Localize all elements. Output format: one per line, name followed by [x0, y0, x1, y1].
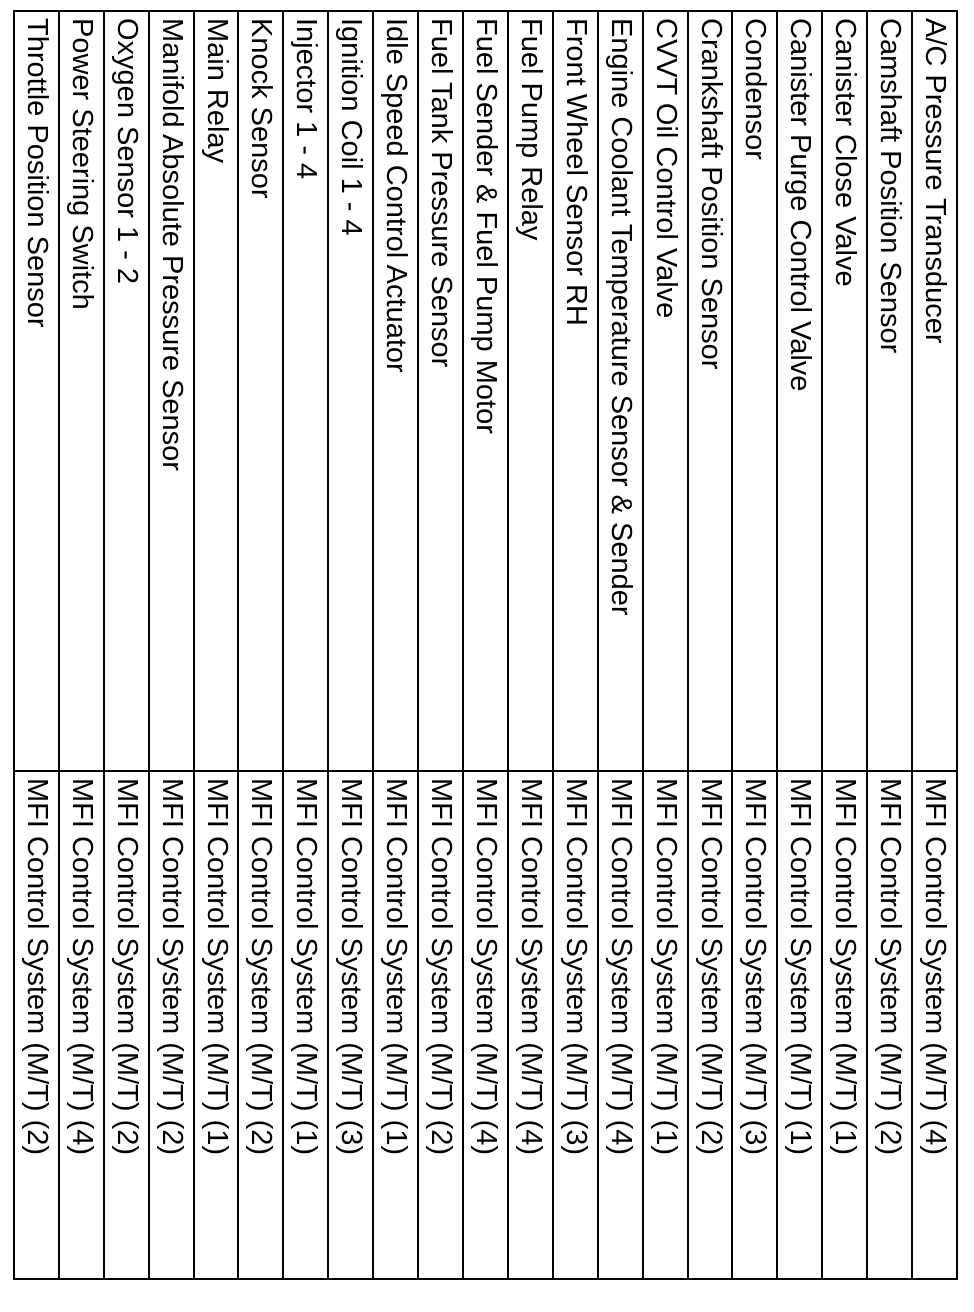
component-name-cell: Manifold Absolute Pressure Sensor: [150, 12, 193, 772]
table-row: [642, 12, 687, 1278]
component-name-cell: Camshaft Position Sensor: [868, 12, 911, 772]
component-name-cell: Throttle Position Sensor: [15, 12, 58, 772]
component-name-cell: Ignition Coil 1 - 4: [329, 12, 372, 772]
system-reference-cell: MFI Control System (M/T) (1): [649, 778, 682, 1156]
table-row: [731, 12, 776, 1278]
table-row: [193, 12, 238, 1278]
page: [13, 10, 958, 1280]
component-index-table: [13, 10, 958, 1280]
component-name-cell: Power Steering Switch: [60, 12, 103, 772]
table-row: [282, 12, 327, 1278]
system-reference-cell: MFI Control System (M/T) (2): [425, 778, 458, 1156]
component-name-cell: Canister Purge Control Valve: [778, 12, 821, 772]
component-name-cell: Fuel Sender & Fuel Pump Motor: [464, 12, 507, 772]
system-reference-cell: MFI Control System (M/T) (4): [65, 778, 98, 1156]
component-name-cell: Condensor: [733, 12, 776, 772]
system-reference-cell: MFI Control System (M/T) (4): [514, 778, 547, 1156]
system-reference-cell: MFI Control System (M/T) (3): [559, 778, 592, 1156]
system-reference-cell: MFI Control System (M/T) (2): [874, 778, 907, 1156]
table-row: [15, 12, 58, 1278]
table-row: [507, 12, 552, 1278]
component-name-cell: Injector 1 - 4: [284, 12, 327, 772]
table-row: [552, 12, 597, 1278]
table-row: [911, 12, 956, 1278]
system-reference-cell: MFI Control System (M/T) (4): [919, 778, 952, 1156]
system-reference-cell: MFI Control System (M/T) (1): [290, 778, 323, 1156]
table-row: [58, 12, 103, 1278]
system-reference-cell: MFI Control System (M/T) (2): [20, 778, 53, 1156]
system-reference-cell: MFI Control System (M/T) (2): [155, 778, 188, 1156]
system-reference-cell: MFI Control System (M/T) (1): [200, 778, 233, 1156]
table-row: [866, 12, 911, 1278]
system-reference-cell: MFI Control System (M/T) (2): [245, 778, 278, 1156]
component-name-cell: Front Wheel Sensor RH: [554, 12, 597, 772]
table-row: [238, 12, 283, 1278]
component-name-cell: Idle Speed Control Actuator: [374, 12, 417, 772]
component-name-cell: Knock Sensor: [240, 12, 283, 772]
system-reference-cell: MFI Control System (M/T) (3): [739, 778, 772, 1156]
component-name-cell: Fuel Pump Relay: [509, 12, 552, 772]
table-row: [821, 12, 866, 1278]
component-name-cell: Oxygen Sensor 1 - 2: [105, 12, 148, 772]
component-name-cell: Main Relay: [195, 12, 238, 772]
system-reference-cell: MFI Control System (M/T) (1): [380, 778, 413, 1156]
component-name-cell: CVVT Oil Control Valve: [644, 12, 687, 772]
table-row: [597, 12, 642, 1278]
system-reference-cell: MFI Control System (M/T) (1): [829, 778, 862, 1156]
table-row: [417, 12, 462, 1278]
component-name-cell: A/C Pressure Transducer: [913, 12, 956, 772]
system-reference-cell: MFI Control System (M/T) (1): [784, 778, 817, 1156]
component-name-cell: Fuel Tank Pressure Sensor: [419, 12, 462, 772]
table-row: [776, 12, 821, 1278]
table-row: [148, 12, 193, 1278]
system-reference-cell: MFI Control System (M/T) (2): [694, 778, 727, 1156]
table-row: [327, 12, 372, 1278]
system-reference-cell: MFI Control System (M/T) (2): [110, 778, 143, 1156]
system-reference-cell: MFI Control System (M/T) (4): [469, 778, 502, 1156]
table-row: [687, 12, 732, 1278]
system-reference-cell: MFI Control System (M/T) (3): [335, 778, 368, 1156]
component-name-cell: Canister Close Valve: [823, 12, 866, 772]
component-name-cell: Crankshaft Position Sensor: [689, 12, 732, 772]
table-row: [103, 12, 148, 1278]
table-row: [462, 12, 507, 1278]
component-name-cell: Engine Coolant Temperature Sensor & Sender: [599, 12, 642, 772]
table-row: [372, 12, 417, 1278]
system-reference-cell: MFI Control System (M/T) (4): [604, 778, 637, 1156]
